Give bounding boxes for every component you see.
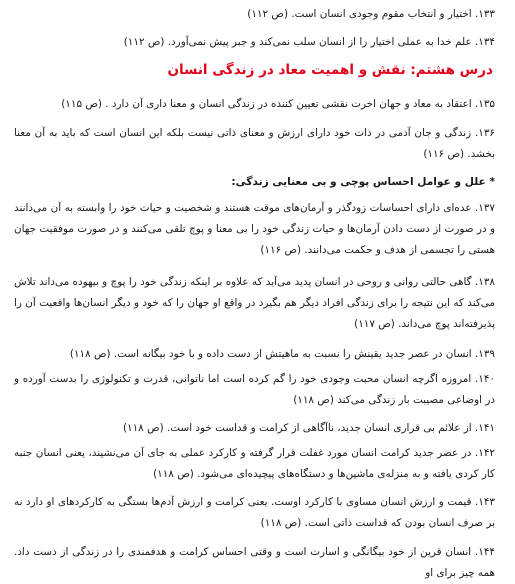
paragraph-134: ۱۳۴. علم خدا به عملی اختیار را از انسان سلب نمی‌کند و جبر پیش نمی‌آورد. (ص ۱۱۲) [123,36,495,48]
paragraph-135: ۱۳۵. اعتقاد به معاد و جهان اخرت نقشی تعیین کننده در زندگی انسان و معنا داری آن دارد . (ص ۱۱۵) [61,98,495,110]
section-heading: * علل و عوامل احساس پوچی و بی معنایی زندگی: [231,176,495,188]
paragraph-144: ۱۴۴. انسان قرین از خود بیگانگی و اسارت است و وقتی احساس کرامت و هدفمندی را در زندگی از دست داد. همه چیز برای او [14,546,495,579]
paragraph-143: ۱۴۳. قیمت و ارزش انسان مساوی با کارکرد اوست. یعنی کرامت و ارزش آدم‌ها بستگی به کارکردهای او دارد نه بر صرف انسان بودن که قداست ذاتی است. (ص ۱۱۸) [14,496,495,529]
paragraph-137: ۱۳۷. عده‌ای دارای احساسات زودگذر و آرمان‌های موقت هستند و شخصیت و حیات خود را وابسته به آن می‌دانند و در صورت از دست دادن آرمان‌ها و حیات زندگی خود را بی معنا و پوچ تلقی می‌کنند و در صورت موفقیت جهان هستی را تجسمی از هدف و حکمت می‌دانند. (ص ۱۱۶) [14,202,495,256]
paragraph-141: ۱۴۱. از علائم بی قراری انسان جدید، ناآگاهی از کرامت و قداست خود است. (ص ۱۱۸) [122,422,495,434]
lesson-heading: درس هشتم: نقش و اهمیت معاد در زندگی انسان [167,62,493,78]
paragraph-133: ۱۳۳. اختیار و انتخاب مقوم وجودی انسان است. (ص ۱۱۲) [247,8,495,20]
paragraph-136: ۱۳۶. زندگی و جان آدمی در ذات خود دارای ارزش و معنای ذاتی نیست بلکه این انسان است که باید به آن معنا بخشد. (ص ۱۱۶) [14,127,495,160]
paragraph-138: ۱۳۸. گاهی حالتی روانی و روحی در انسان پدید می‌آید که علاوه بر اینکه زندگی خود را پوچ و بیهوده می‌داند تلاش می‌کند که این نتیجه را برای زندگی افراد دیگر هم بگیرد در واقع او جهان را که خود و دیگر انسان‌ها واقعیت آن را پذیرفته‌اند پوچ می‌داند. (ص ۱۱۷) [14,276,495,330]
paragraph-140: ۱۴۰. امروزه اگرچه انسان محبت وجودی خود را گم کرده است اما ناتوانی، قدرت و تکنولوژی را بدست آورده و در اوضاعی مصیبت بار زندگی می‌کند (ص ۱۱۸) [14,373,495,406]
paragraph-142: ۱۴۲. در عصر جدید کرامت انسان مورد غفلت قرار گرفته و کارکرد عملی به جای آن می‌نشیند، یعنی انسان جنبه کار کردی یافته و به منزله‌ی ماشین‌ها و دستگاه‌های پیچیده‌ای می‌شود. (ص ۱۱۸) [14,447,495,480]
paragraph-139: ۱۳۹. انسان در عصر جدید یقینش را نسبت به ماهیتش از دست داده و با خود بیگانه است. (ص ۱۱۸) [69,348,495,360]
